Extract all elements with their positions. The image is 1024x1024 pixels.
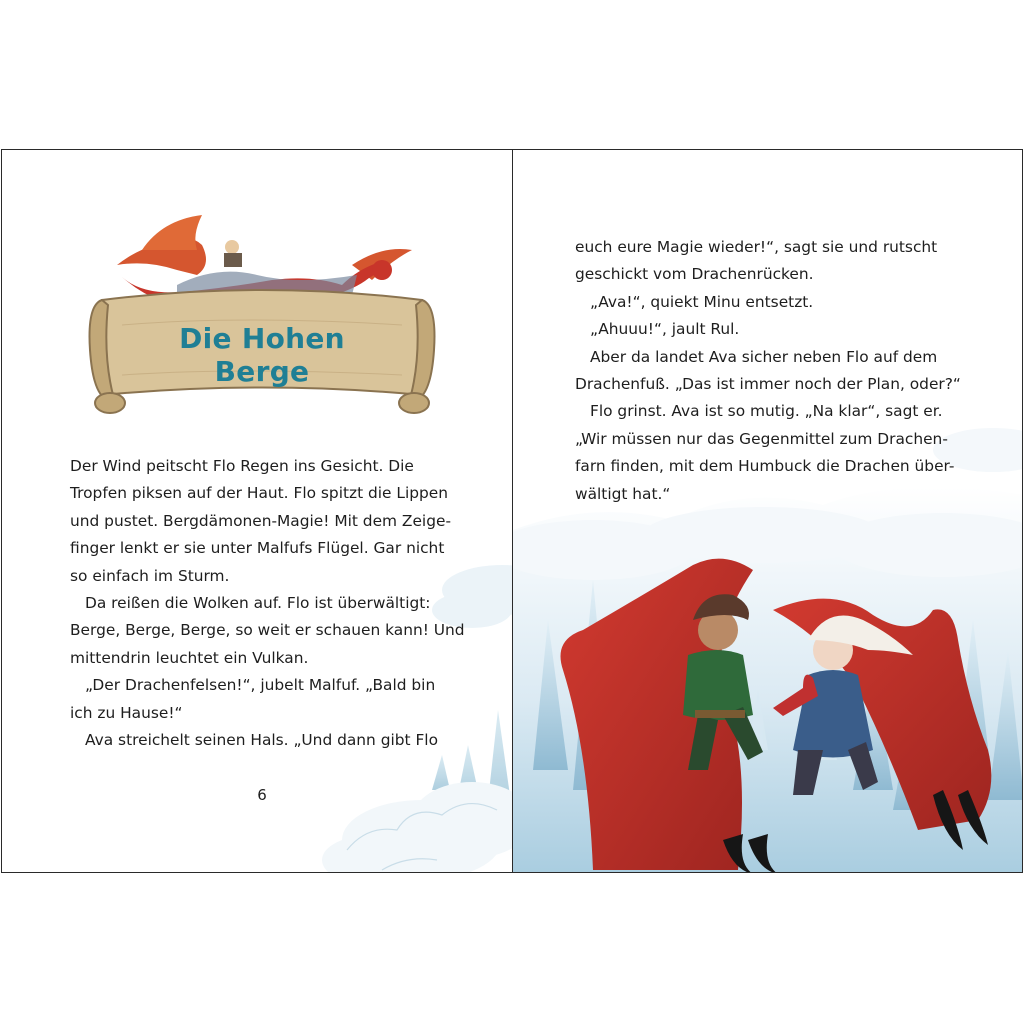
paragraph: Der Wind peitscht Flo Regen ins Gesicht. Die Tropfen piksen auf der Haut. Flo spitzt die Lippen und pustet. Bergdämonen-Magie! Mit dem Zeige- finger lenkt er sie unter Malfufs Flügel. Gar nicht so einfach im Sturm.	[70, 457, 452, 585]
page-number: 6	[257, 786, 267, 804]
scroll-banner-icon	[82, 205, 442, 425]
paragraph: Flo grinst. Ava ist so mutig. „Na klar“, sagt er. „Wir müssen nur das Gegenmittel zum Drachen- farn finden, mit dem Humbuck die Drachen über- wältigt hat.“	[575, 402, 955, 503]
paragraph: „Ava!“, quiekt Minu entsetzt.	[590, 292, 814, 311]
page-gutter	[512, 150, 513, 872]
paragraph: „Ahuuu!“, jault Rul.	[590, 320, 740, 339]
paragraph: Da reißen die Wolken auf. Flo ist überwältigt: Berge, Berge, Berge, so weit er schauen kann! Und mittendrin leuchtet ein Vulkan.	[70, 594, 465, 667]
paragraph: Ava streichelt seinen Hals. „Und dann gibt Flo	[85, 731, 438, 750]
book-spread	[1, 149, 1023, 873]
chapter-banner	[82, 205, 442, 425]
right-page	[513, 150, 1023, 872]
paragraph: Aber da landet Ava sicher neben Flo auf dem Drachenfuß. „Das ist immer noch der Plan, oder?“	[575, 347, 961, 394]
paragraph: euch eure Magie wieder!“, sagt sie und rutscht geschickt vom Drachenrücken.	[575, 238, 938, 284]
chapter-title: Die Hohen Berge	[179, 322, 345, 388]
right-page-text	[575, 234, 961, 508]
paragraph: „Der Drachenfelsen!“, jubelt Malfuf. „Bald bin ich zu Hause!“	[70, 676, 436, 722]
left-page-text	[70, 453, 465, 754]
left-page	[2, 150, 512, 872]
